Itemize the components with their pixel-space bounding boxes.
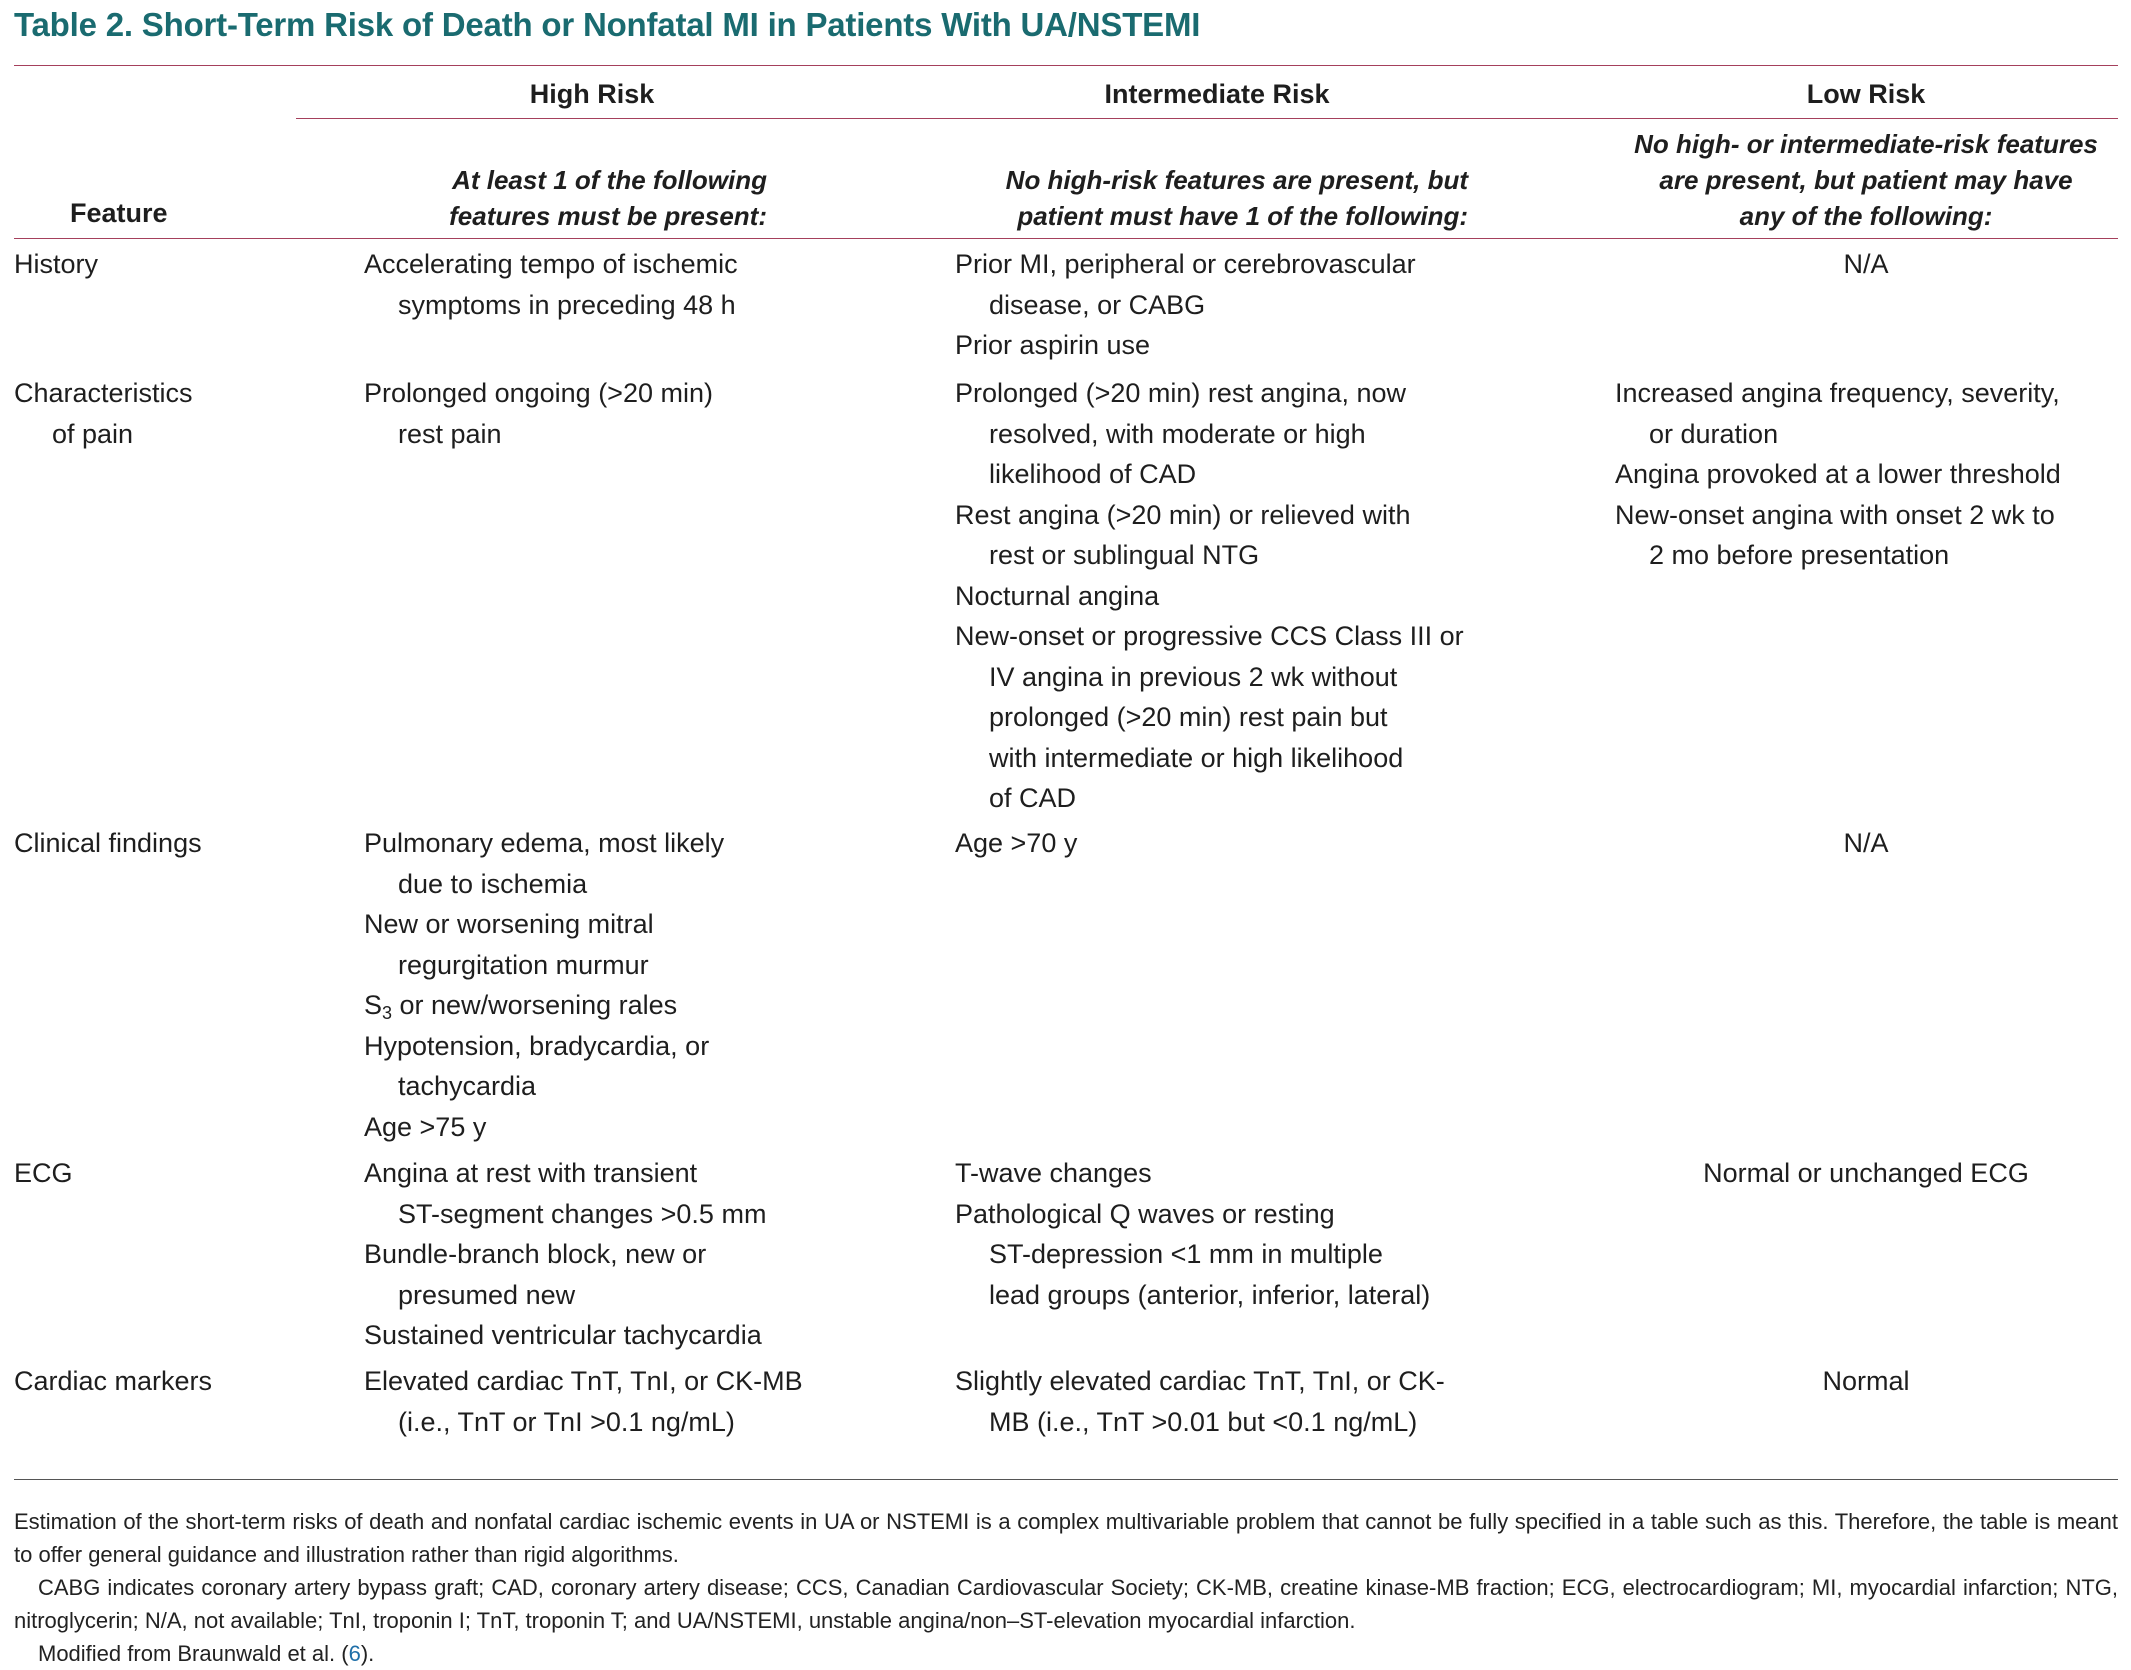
cell-line: Prior aspirin use bbox=[955, 330, 1151, 360]
subheader-intermediate-risk bbox=[1006, 162, 1468, 234]
cell-line: presumed new bbox=[398, 1279, 576, 1310]
source-prefix: Modified from Braunwald et al. ( bbox=[38, 1641, 349, 1666]
feature-label: Clinical findings bbox=[14, 828, 202, 858]
cell-line: New or worsening mitral bbox=[364, 909, 654, 939]
table-bottom-rule bbox=[14, 1479, 2118, 1480]
cell-line: Increased angina frequency, severity, bbox=[1615, 378, 2060, 408]
row-ecg-intermediate bbox=[955, 1153, 1430, 1315]
row-ecg-high bbox=[364, 1153, 766, 1356]
cell-line: Age >75 y bbox=[364, 1111, 487, 1142]
row-clinical-intermediate bbox=[955, 823, 1077, 864]
cell-line: Accelerating tempo of ischemic bbox=[364, 249, 738, 279]
subheader-intermediate-line-2: patient must have 1 of the following: bbox=[1017, 201, 1468, 231]
header-feature: Feature bbox=[70, 198, 168, 228]
cell-line: 2 mo before presentation bbox=[1649, 540, 1950, 570]
subheader-low-line-3: any of the following: bbox=[1739, 201, 1993, 231]
subheader-low-risk bbox=[1596, 126, 2131, 234]
subheader-low-line-2: are present, but patient may have bbox=[1659, 165, 2073, 195]
cell-line: Bundle-branch block, new or bbox=[364, 1239, 707, 1269]
feature-label: of pain bbox=[52, 418, 134, 449]
row-history-feature bbox=[14, 244, 98, 285]
cell-line: Angina provoked at a lower threshold bbox=[1615, 459, 2061, 489]
row-clinical-low bbox=[1596, 823, 2131, 864]
reference-link[interactable]: 6 bbox=[348, 1641, 361, 1666]
cell-line: Nocturnal angina bbox=[955, 580, 1160, 611]
cell-line: MB (i.e., TnT >0.01 but <0.1 ng/mL) bbox=[989, 1406, 1418, 1437]
row-history-low bbox=[1596, 244, 2131, 285]
row-clinical-high bbox=[364, 823, 724, 1147]
cell-line: of CAD bbox=[989, 783, 1077, 813]
cell-line: tachycardia bbox=[398, 1071, 537, 1101]
header-bottom-rule bbox=[14, 238, 2118, 239]
cell-line: IV angina in previous 2 wk without bbox=[989, 661, 1398, 692]
subheader-high-line-1: At least 1 of the following bbox=[452, 165, 767, 195]
row-pain-intermediate bbox=[955, 373, 1464, 819]
cell-line: regurgitation murmur bbox=[398, 949, 649, 980]
row-pain-high bbox=[364, 373, 713, 454]
cell-line: Pulmonary edema, most likely bbox=[364, 828, 725, 858]
header-intermediate-risk: Intermediate Risk bbox=[1104, 79, 1330, 109]
feature-label: History bbox=[14, 249, 99, 279]
row-clinical-feature bbox=[14, 823, 202, 864]
subheader-low-line-1: No high- or intermediate-risk features bbox=[1634, 129, 2098, 159]
cell-line: Prior MI, peripheral or cerebrovascular bbox=[955, 249, 1416, 279]
footnote-abbreviations: CABG indicates coronary artery bypass graft; CAD, coronary artery disease; CCS, Canadian Cardiovascular Society; CK-MB, creatine kinase-MB fraction; ECG, electrocardiogram; MI, myocardial infarction; NTG, nitroglycerin; N/A, not available; TnI, troponin I; TnT, troponin T; and UA/NSTEMI, unstable angina/non–ST-elevation myocardial infarction. bbox=[14, 1575, 2118, 1633]
row-markers-high bbox=[364, 1361, 803, 1442]
cell-line: Age >70 y bbox=[955, 828, 1078, 858]
subheader-high-risk bbox=[449, 162, 767, 234]
cell-line: Elevated cardiac TnT, TnI, or CK-MB bbox=[364, 1366, 803, 1396]
row-pain-feature bbox=[14, 373, 193, 454]
cell-line: Prolonged ongoing (>20 min) bbox=[364, 378, 713, 408]
cell-line: Rest angina (>20 min) or relieved with bbox=[955, 499, 1411, 530]
cell-line: rest pain bbox=[398, 418, 502, 449]
cell-line: Slightly elevated cardiac TnT, TnI, or CK- bbox=[955, 1366, 1445, 1396]
cell-line: ST-segment changes >0.5 mm bbox=[398, 1198, 767, 1229]
header-high-risk: High Risk bbox=[529, 79, 655, 109]
source-suffix: ). bbox=[360, 1641, 375, 1666]
cell-line: likelihood of CAD bbox=[989, 459, 1197, 489]
cell-line: (i.e., TnT or TnI >0.1 ng/mL) bbox=[398, 1406, 735, 1437]
cell-line: lead groups (anterior, inferior, lateral) bbox=[989, 1279, 1431, 1310]
subheader-intermediate-line-1: No high-risk features are present, but bbox=[1005, 165, 1468, 195]
s-letter: S bbox=[364, 990, 383, 1020]
cell-line: Prolonged (>20 min) rest angina, now bbox=[955, 378, 1407, 408]
feature-label: Cardiac markers bbox=[14, 1366, 213, 1396]
subheader-high-line-2: features must be present: bbox=[449, 201, 767, 231]
row-markers-low bbox=[1596, 1361, 2131, 1402]
top-rule bbox=[14, 65, 2118, 66]
cell-line: N/A bbox=[1843, 249, 1889, 279]
cell-line: symptoms in preceding 48 h bbox=[398, 289, 736, 320]
row-ecg-feature bbox=[14, 1153, 73, 1194]
cell-line: or duration bbox=[1649, 418, 1779, 449]
cell-line: Sustained ventricular tachycardia bbox=[364, 1320, 762, 1350]
feature-label: Characteristics bbox=[14, 378, 193, 408]
cell-line: ST-depression <1 mm in multiple bbox=[989, 1239, 1383, 1269]
cell-line: T-wave changes bbox=[955, 1158, 1152, 1188]
rales-text: or new/worsening rales bbox=[392, 990, 678, 1020]
cell-line: Normal bbox=[1822, 1366, 1910, 1396]
row-pain-low bbox=[1615, 373, 2061, 576]
cell-line-s3 bbox=[364, 985, 724, 1026]
cell-line: Pathological Q waves or resting bbox=[955, 1198, 1335, 1229]
row-markers-feature bbox=[14, 1361, 212, 1402]
cell-line: Angina at rest with transient bbox=[364, 1158, 698, 1188]
cell-line: disease, or CABG bbox=[989, 289, 1206, 320]
header-low-risk: Low Risk bbox=[1806, 79, 1926, 109]
cell-line: New-onset angina with onset 2 wk to bbox=[1615, 499, 2055, 530]
cell-line: rest or sublingual NTG bbox=[989, 540, 1260, 570]
cell-line: N/A bbox=[1843, 828, 1889, 858]
cell-line: New-onset or progressive CCS Class III or bbox=[955, 621, 1464, 651]
cell-line: Normal or unchanged ECG bbox=[1703, 1158, 2029, 1188]
row-history-high bbox=[364, 244, 738, 325]
header-divider-rule bbox=[296, 118, 2118, 119]
row-ecg-low bbox=[1596, 1153, 2131, 1194]
cell-line: due to ischemia bbox=[398, 868, 588, 899]
cell-line: resolved, with moderate or high bbox=[989, 418, 1366, 449]
cell-line: with intermediate or high likelihood bbox=[989, 742, 1404, 773]
subscript-3: 3 bbox=[382, 1003, 393, 1023]
cell-line: prolonged (>20 min) rest pain but bbox=[989, 702, 1388, 732]
table-title: Table 2. Short-Term Risk of Death or Nonfatal MI in Patients With UA/NSTEMI bbox=[14, 6, 1201, 43]
cell-line: Hypotension, bradycardia, or bbox=[364, 1030, 710, 1061]
row-markers-intermediate bbox=[955, 1361, 1445, 1442]
footnote-source bbox=[14, 1637, 2118, 1670]
row-history-intermediate bbox=[955, 244, 1416, 366]
table-footnotes bbox=[14, 1505, 2118, 1670]
feature-label: ECG bbox=[14, 1158, 73, 1188]
footnote-estimation: Estimation of the short-term risks of death and nonfatal cardiac ischemic events in UA or NSTEMI is a complex multivariable problem that cannot be fully specified in a table such as this. Therefore, the table is meant to offer general guidance and illustration rather than rigid algorithms. bbox=[14, 1509, 2118, 1567]
